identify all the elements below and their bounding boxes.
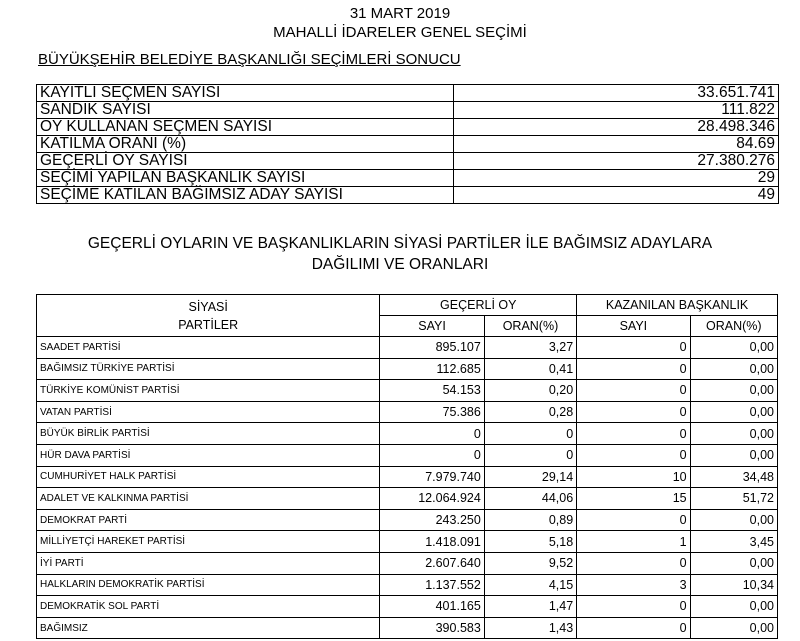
votes-ratio: 0 [484,444,576,466]
seats-count: 3 [577,574,690,596]
seats-ratio: 0,00 [690,552,777,574]
seats-count: 15 [577,488,690,510]
summary-label: SEÇİME KATILAN BAĞIMSIZ ADAY SAYISI [37,187,454,204]
summary-row [37,119,779,136]
seats-count: 0 [577,444,690,466]
party-name: CUMHURİYET HALK PARTİSİ [37,466,380,488]
won-mayoralties-header: KAZANILAN BAŞKANLIK [577,295,778,316]
party-name: DEMOKRAT PARTİ [37,509,380,531]
header-row-top [37,295,778,316]
party-row [37,552,778,574]
summary-table [36,84,779,204]
seats-ratio: 34,48 [690,466,777,488]
party-row [37,617,778,639]
votes-count: 1.137.552 [380,574,484,596]
summary-row [37,136,779,153]
summary-row [37,187,779,204]
seats-count: 0 [577,617,690,639]
summary-value: 49 [454,187,779,204]
section-title-mayoral-results: BÜYÜKŞEHİR BELEDİYE BAŞKANLIĞI SEÇİMLERİ SONUCU [38,51,461,68]
party-column-header [37,295,380,337]
party-name: VATAN PARTİSİ [37,401,380,423]
party-row [37,444,778,466]
votes-ratio: 0,20 [484,380,576,402]
summary-label: SEÇİMİ YAPILAN BAŞKANLIK SAYISI [37,170,454,187]
party-name: İYİ PARTİ [37,552,380,574]
party-row [37,574,778,596]
party-name: HALKLARIN DEMOKRATİK PARTİSİ [37,574,380,596]
distribution-title [0,233,800,275]
votes-count: 12.064.924 [380,488,484,510]
votes-count: 390.583 [380,617,484,639]
summary-value: 111.822 [454,102,779,119]
votes-ratio: 44,06 [484,488,576,510]
votes-count: 401.165 [380,596,484,618]
party-name: ADALET VE KALKINMA PARTİSİ [37,488,380,510]
seats-ratio: 0,00 [690,380,777,402]
votes-count: 243.250 [380,509,484,531]
party-name: MİLLİYETÇİ HAREKET PARTİSİ [37,531,380,553]
votes-ratio: 0 [484,423,576,445]
summary-label: GEÇERLİ OY SAYISI [37,153,454,170]
party-row [37,380,778,402]
seats-ratio: 3,45 [690,531,777,553]
seats-count: 1 [577,531,690,553]
seats-ratio: 0,00 [690,358,777,380]
votes-count: 895.107 [380,337,484,359]
seats-ratio: 0,00 [690,444,777,466]
party-name: DEMOKRATİK SOL PARTİ [37,596,380,618]
party-row [37,337,778,359]
seats-count: 0 [577,423,690,445]
votes-ratio: 9,52 [484,552,576,574]
seats-ratio: 10,34 [690,574,777,596]
party-name: BÜYÜK BİRLİK PARTİSİ [37,423,380,445]
party-row [37,466,778,488]
party-row [37,401,778,423]
votes-count: 2.607.640 [380,552,484,574]
votes-ratio: 5,18 [484,531,576,553]
party-row [37,488,778,510]
document-date: 31 MART 2019 [349,5,451,22]
summary-value: 29 [454,170,779,187]
votes-count-header: SAYI [380,316,484,337]
party-results-table [36,294,778,639]
party-row [37,358,778,380]
summary-value: 84.69 [454,136,779,153]
votes-ratio: 1,43 [484,617,576,639]
seats-count: 0 [577,401,690,423]
votes-count: 112.685 [380,358,484,380]
seats-count: 0 [577,596,690,618]
summary-label: OY KULLANAN SEÇMEN SAYISI [37,119,454,136]
seats-count: 0 [577,380,690,402]
seats-ratio: 51,72 [690,488,777,510]
seats-ratio: 0,00 [690,423,777,445]
party-row [37,423,778,445]
party-row [37,531,778,553]
seats-count: 10 [577,466,690,488]
summary-label: KATILMA ORANI (%) [37,136,454,153]
party-row [37,509,778,531]
valid-votes-header: GEÇERLİ OY [380,295,577,316]
votes-ratio: 0,28 [484,401,576,423]
seats-count: 0 [577,552,690,574]
summary-row [37,102,779,119]
summary-value: 27.380.276 [454,153,779,170]
summary-row [37,85,779,102]
summary-row [37,153,779,170]
votes-count: 7.979.740 [380,466,484,488]
votes-count: 0 [380,423,484,445]
summary-value: 28.498.346 [454,119,779,136]
party-name: BAĞIMSIZ [37,617,380,639]
summary-label: KAYITLI SEÇMEN SAYISI [37,85,454,102]
votes-count: 0 [380,444,484,466]
votes-ratio: 0,89 [484,509,576,531]
party-name: BAĞIMSIZ TÜRKİYE PARTİSİ [37,358,380,380]
summary-row [37,170,779,187]
party-name: TÜRKİYE KOMÜNİST PARTİSİ [37,380,380,402]
summary-value: 33.651.741 [454,85,779,102]
votes-ratio-header: ORAN(%) [484,316,576,337]
party-name: HÜR DAVA PARTİSİ [37,444,380,466]
seats-ratio: 0,00 [690,596,777,618]
seats-ratio-header: ORAN(%) [690,316,777,337]
seats-count: 0 [577,337,690,359]
votes-ratio: 3,27 [484,337,576,359]
party-name: SAADET PARTİSİ [37,337,380,359]
seats-ratio: 0,00 [690,509,777,531]
votes-ratio: 4,15 [484,574,576,596]
seats-count: 0 [577,358,690,380]
seats-count-header: SAYI [577,316,690,337]
seats-count: 0 [577,509,690,531]
party-row [37,596,778,618]
seats-ratio: 0,00 [690,401,777,423]
votes-count: 1.418.091 [380,531,484,553]
votes-count: 75.386 [380,401,484,423]
seats-ratio: 0,00 [690,337,777,359]
distribution-title-line1: GEÇERLİ OYLARIN VE BAŞKANLIKLARIN SİYASİ PARTİLER İLE BAĞIMSIZ ADAYLARA [87,235,713,252]
votes-count: 54.153 [380,380,484,402]
election-title: MAHALLİ İDARELER GENEL SEÇİMİ [273,24,527,41]
votes-ratio: 1,47 [484,596,576,618]
votes-ratio: 0,41 [484,358,576,380]
party-header-line1: SİYASİ [188,299,228,314]
summary-label: SANDIK SAYISI [37,102,454,119]
seats-ratio: 0,00 [690,617,777,639]
party-header-line2: PARTİLER [178,317,239,332]
distribution-title-line2: DAĞILIMI VE ORANLARI [311,256,489,273]
votes-ratio: 29,14 [484,466,576,488]
